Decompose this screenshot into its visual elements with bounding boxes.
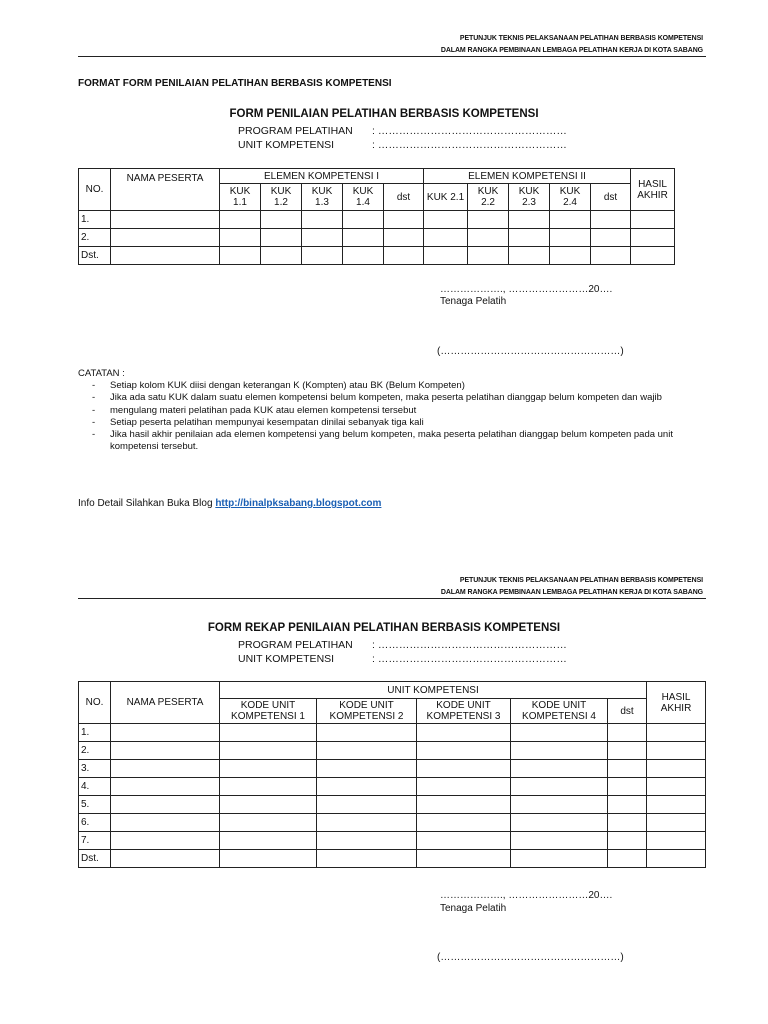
table-row [79, 724, 706, 742]
header-divider-2 [78, 598, 706, 599]
form-title-penilaian: FORM PENILAIAN PELATIHAN BERBASIS KOMPETENSI [229, 108, 539, 120]
col-kode-unit-2: KODE UNIT KOMPETENSI 2 [317, 699, 417, 724]
unit-value: : ……………………………………………… [372, 139, 567, 151]
col-nama-peserta: NAMA PESERTA [111, 169, 220, 211]
doc-header-2 [441, 575, 703, 599]
note-item: - Jika ada satu KUK dalam suatu elemen kompetensi belum kompeten, maka peserta pelatihan dianggap belum kompeten dan wajib [92, 392, 662, 404]
col-kuk-2-4: KUK 2.4 [550, 184, 591, 211]
col-dst-2: dst [591, 184, 631, 211]
table-row [79, 814, 706, 832]
col-kuk-1-3: KUK 1.3 [302, 184, 343, 211]
form-meta-1 [238, 124, 567, 152]
row-number: 4. [79, 778, 111, 796]
row-number: 1. [79, 724, 111, 742]
col-kuk-2-3: KUK 2.3 [509, 184, 550, 211]
row-number: 2. [79, 229, 111, 247]
col-kuk-1-1: KUK 1.1 [220, 184, 261, 211]
unit-value: : ……………………………………………… [372, 653, 567, 665]
table-row [79, 850, 706, 868]
col-kuk-1-4: KUK 1.4 [343, 184, 384, 211]
signature-date-1: ………………., ……………………20…. [440, 284, 613, 295]
notes-title: CATATAN : [78, 368, 125, 379]
col-no: NO. [79, 169, 111, 211]
unit-label: UNIT KOMPETENSI [238, 139, 335, 151]
program-label: PROGRAM PELATIHAN [238, 639, 353, 651]
col-dst: dst [608, 699, 647, 724]
form-title-rekap: FORM REKAP PENILAIAN PELATIHAN BERBASIS KOMPETENSI [207, 622, 561, 634]
rekap-table [78, 681, 706, 868]
col-nama-peserta: NAMA PESERTA [111, 682, 220, 724]
row-number: 5. [79, 796, 111, 814]
header-divider-1 [78, 56, 706, 57]
note-item: - Setiap peserta pelatihan mempunyai kesempatan dinilai sebanyak tiga kali [92, 416, 424, 428]
note-item: - mengulang materi pelatihan pada KUK atau elemen kompetensi tersebut [92, 404, 417, 416]
signature-name-1: (………………………………………………) [437, 346, 624, 357]
unit-label: UNIT KOMPETENSI [238, 653, 335, 665]
header-line-2: DALAM RANGKA PEMBINAAN LEMBAGA PELATIHAN KERJA DI KOTA SABANG [440, 47, 703, 54]
note-item: - Setiap kolom KUK diisi dengan keterangan K (Kompten) atau BK (Belum Kompeten) [92, 380, 465, 392]
row-number: 3. [79, 760, 111, 778]
table-row [79, 742, 706, 760]
program-label: PROGRAM PELATIHAN [238, 125, 353, 137]
signature-date-2: ………………., ……………………20…. [440, 890, 613, 901]
row-number: 7. [79, 832, 111, 850]
row-number: Dst. [79, 850, 111, 868]
row-number: 1. [79, 211, 111, 229]
table-row [79, 760, 706, 778]
col-dst-1: dst [384, 184, 424, 211]
signature-role-1: Tenaga Pelatih [440, 296, 507, 307]
blog-link[interactable]: http://binalpksabang.blogspot.com [215, 498, 382, 509]
col-no: NO. [79, 682, 111, 724]
program-value: : ……………………………………………… [372, 125, 567, 137]
note-item: - Jika hasil akhir penilaian ada elemen kompetensi yang belum kompeten, maka peserta pelatihan dianggap belum kompeten pada unit kompetensi tersebut. [92, 429, 673, 453]
doc-header-1 [441, 33, 703, 57]
col-kuk-2-2: KUK 2.2 [468, 184, 509, 211]
col-kuk-1-2: KUK 1.2 [261, 184, 302, 211]
header-line-1: PETUNJUK TEKNIS PELAKSANAAN PELATIHAN BERBASIS KOMPETENSI [459, 35, 703, 42]
row-number: Dst. [79, 247, 111, 265]
row-number: 2. [79, 742, 111, 760]
signature-role-2: Tenaga Pelatih [440, 903, 507, 914]
info-line [78, 498, 381, 509]
row-number: 6. [79, 814, 111, 832]
col-kode-unit-4: KODE UNIT KOMPETENSI 4 [511, 699, 608, 724]
program-value: : ……………………………………………… [372, 639, 567, 651]
table-row [79, 778, 706, 796]
form-meta-2 [238, 638, 567, 666]
info-text: Info Detail Silahkan Buka Blog [78, 498, 213, 509]
penilaian-table [78, 168, 675, 265]
col-kuk-2-1: KUK 2.1 [424, 184, 468, 211]
notes-section [78, 368, 695, 453]
table-row [79, 832, 706, 850]
group-unit-kompetensi: UNIT KOMPETENSI [220, 682, 647, 699]
signature-name-2: (………………………………………………) [437, 952, 624, 963]
format-heading: FORMAT FORM PENILAIAN PELATIHAN BERBASIS KOMPETENSI [78, 78, 392, 89]
group-elemen-1: ELEMEN KOMPETENSI I [220, 169, 424, 184]
table-row [79, 229, 675, 247]
table-row [79, 211, 675, 229]
col-kode-unit-1: KODE UNIT KOMPETENSI 1 [220, 699, 317, 724]
col-hasil-akhir: HASIL AKHIR [631, 169, 675, 211]
header-line-1: PETUNJUK TEKNIS PELAKSANAAN PELATIHAN BERBASIS KOMPETENSI [459, 577, 703, 584]
table-row [79, 796, 706, 814]
header-line-2: DALAM RANGKA PEMBINAAN LEMBAGA PELATIHAN KERJA DI KOTA SABANG [440, 589, 703, 596]
table-row [79, 247, 675, 265]
col-hasil-akhir: HASIL AKHIR [647, 682, 706, 724]
group-elemen-2: ELEMEN KOMPETENSI II [424, 169, 631, 184]
col-kode-unit-3: KODE UNIT KOMPETENSI 3 [417, 699, 511, 724]
